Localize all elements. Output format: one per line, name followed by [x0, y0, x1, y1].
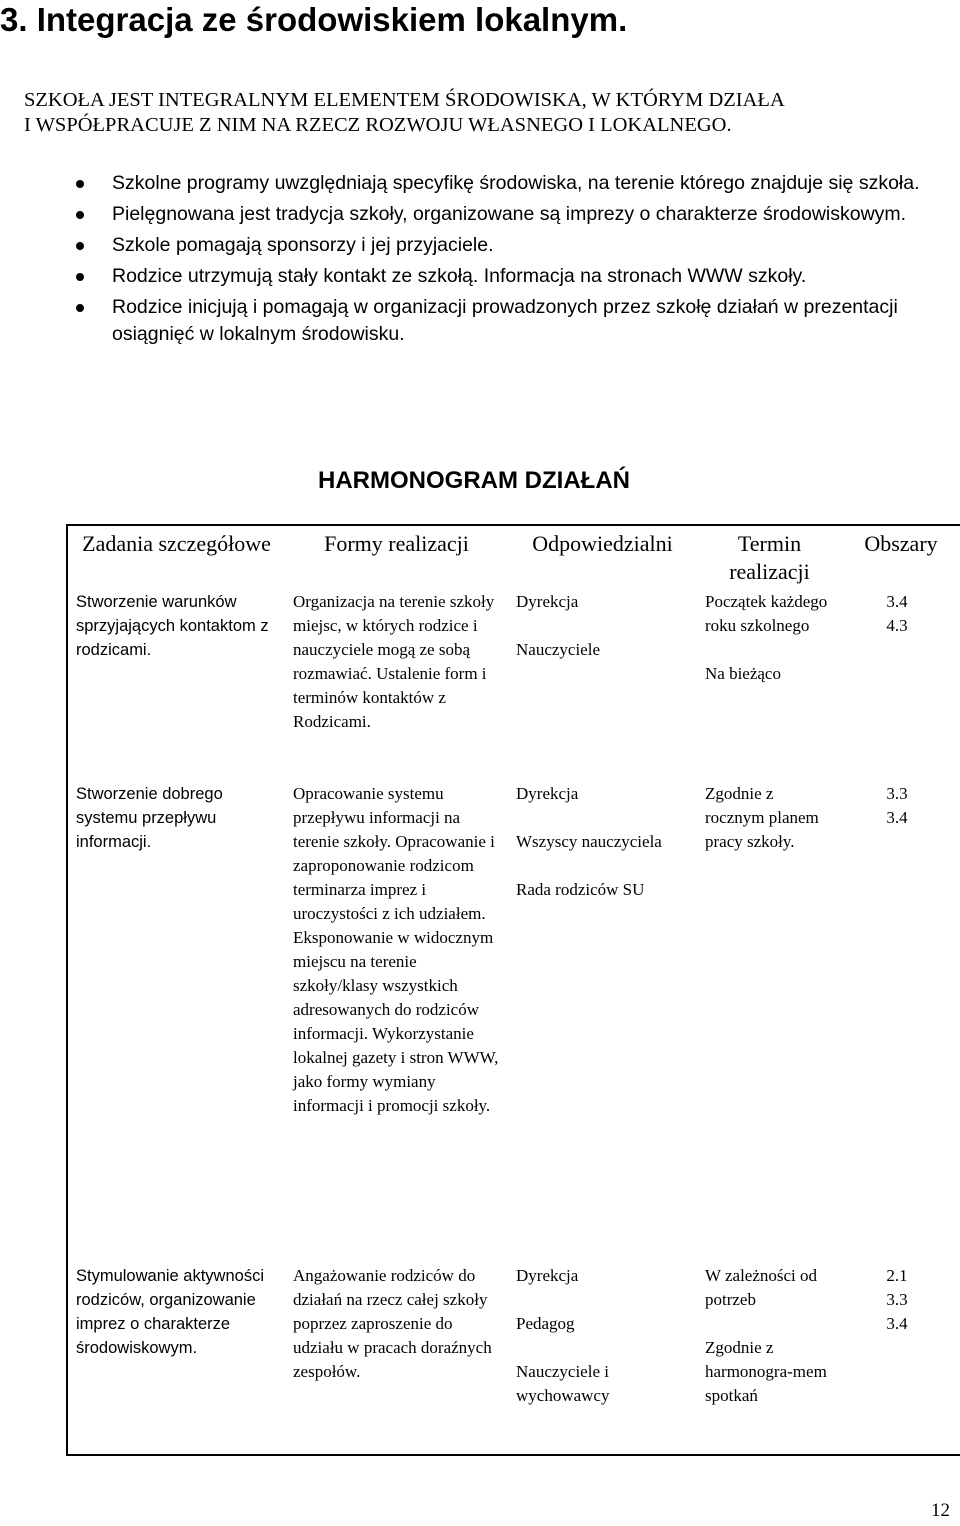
bullet-dot-icon — [76, 211, 84, 219]
cell-zadania: Stymulowanie aktywności rodziców, organizowanie imprez o charakterze środowiskowym. — [76, 1267, 264, 1357]
harmonogram-title: HARMONOGRAM DZIAŁAŃ — [318, 467, 630, 494]
motto-line-1: SZKOŁA JEST INTEGRALNYM ELEMENTEM ŚRODOWISKA, W KTÓRYM DZIAŁA — [24, 89, 785, 111]
header-odpowiedzialni: Odpowiedzialni — [532, 531, 673, 556]
bullet-dot-icon — [76, 242, 84, 250]
cell-obszary: 3.3 3.4 — [886, 784, 908, 827]
cell-formy: Angażowanie rodziców do działań na rzecz całej szkoły poprzez zaproszenie do udziału w pracach doraźnych zespołów. — [293, 1266, 492, 1381]
motto-line-2: I WSPÓŁPRACUJE Z NIM NA RZECZ ROZWOJU WŁASNEGO I LOKALNEGO. — [24, 114, 732, 136]
cell-formy: Opracowanie systemu przepływu informacji na terenie szkoły. Opracowanie i zaproponowanie rodzicom terminarza imprez i uroczystości z ich udziałem. Eksponowanie w widocznym miejscu na terenie szkoły/klasy wszystkich adresowanych do rodziców informacji. Wykorzystanie lokalnej gazety i stron WWW, jako formy wymiany informacji i promocji szkoły. — [293, 784, 499, 1115]
cell-odpowiedzialni: Dyrekcja Wszyscy nauczyciela Rada rodziców SU — [516, 784, 662, 899]
table-header-row — [67, 525, 960, 590]
cell-termin: W zależności od potrzeb Zgodnie z harmonogra-mem spotkań — [705, 1266, 827, 1405]
section-motto — [24, 88, 785, 138]
bullet-dot-icon — [76, 304, 84, 312]
table-row — [67, 782, 960, 1264]
table-row — [67, 590, 960, 782]
bullet-item: Szkolne programy uwzględniają specyfikę środowiska, na terenie którego znajduje się szkoła. — [0, 170, 930, 197]
page-number: 12 — [931, 1500, 950, 1521]
cell-obszary: 2.1 3.3 3.4 — [886, 1266, 908, 1333]
cell-termin: Początek każdego roku szkolnego Na bieżąco — [705, 592, 828, 683]
cell-termin: Zgodnie z rocznym planem pracy szkoły. — [705, 784, 819, 851]
bullet-list — [0, 170, 930, 352]
bullet-dot-icon — [76, 180, 84, 188]
cell-zadania: Stworzenie dobrego systemu przepływu informacji. — [76, 785, 223, 851]
cell-odpowiedzialni: Dyrekcja Nauczyciele — [516, 592, 600, 659]
cell-obszary: 3.4 4.3 — [886, 592, 908, 635]
cell-zadania: Stworzenie warunków sprzyjających kontaktom z rodzicami. — [76, 593, 269, 659]
bullet-item: Szkole pomagają sponsorzy i jej przyjaciele. — [0, 232, 930, 259]
header-zadania: Zadania szczegółowe — [82, 531, 271, 556]
header-formy: Formy realizacji — [324, 531, 469, 556]
bullet-item: Pielęgnowana jest tradycja szkoły, organizowane są imprezy o charakterze środowiskowym. — [0, 201, 930, 228]
bullet-item: Rodzice utrzymują stały kontakt ze szkołą. Informacja na stronach WWW szkoły. — [0, 263, 930, 290]
cell-formy: Organizacja na terenie szkoły miejsc, w których rodzice i nauczyciele mogą ze sobą rozmawiać. Ustalenie form i terminów kontaktów z Rodzicami. — [293, 592, 495, 731]
harmonogram-table — [66, 524, 960, 1456]
section-heading: 3. Integracja ze środowiskiem lokalnym. — [0, 1, 628, 38]
cell-odpowiedzialni: Dyrekcja Pedagog Nauczyciele i wychowawcy — [516, 1266, 610, 1405]
table-row — [67, 1264, 960, 1455]
bullet-item: Rodzice inicjują i pomagają w organizacji prowadzonych przez szkołę działań w prezentacji osiągnięć w lokalnym środowisku. — [0, 294, 930, 348]
header-obszary: Obszary — [864, 531, 938, 556]
header-termin: Termin realizacji — [729, 531, 810, 584]
bullet-dot-icon — [76, 273, 84, 281]
